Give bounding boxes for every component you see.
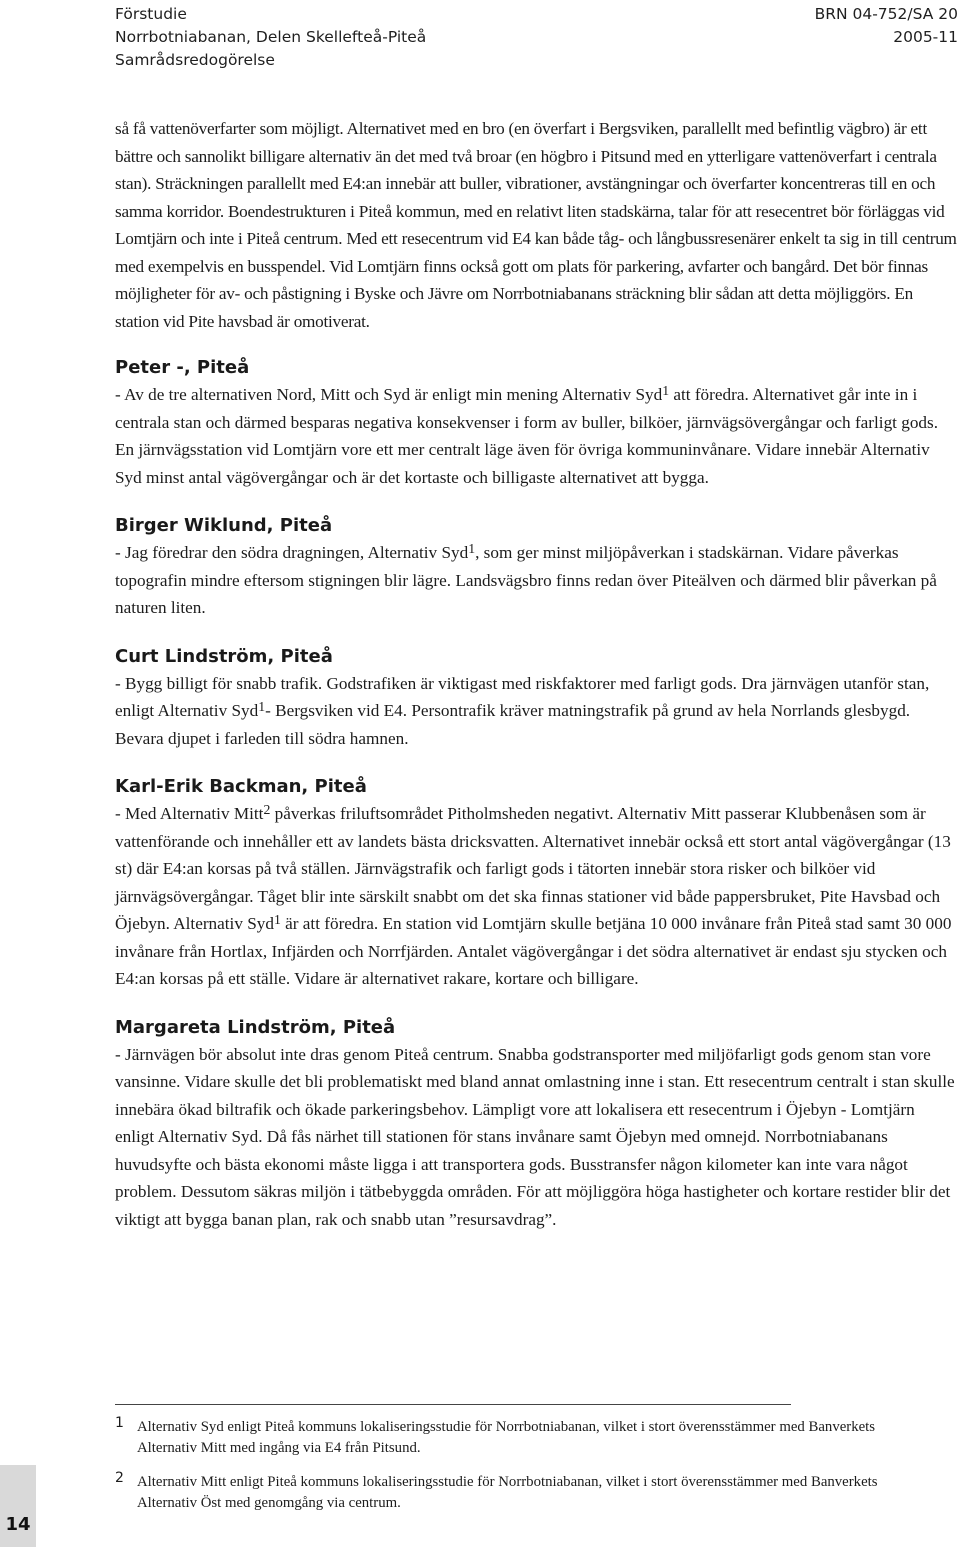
- page-number-tab: [0, 1465, 36, 1547]
- statement-text: - Jag föredrar den södra dragningen, Alternativ Syd$^1$, som ger minst miljöpåverkan i stadskärnan. Vidare påverkas topografin mindre eftersom stigningen blir lägre. Landsvägsbro finns redan över Piteälven och därmed blir påverkan på naturen liten.: [115, 541, 937, 617]
- statement-text: - Järnvägen bör absolut inte dras genom Piteå centrum. Snabba godstransporter med miljöfarligt gods genom stan vore vansinne. Vidare skulle det bli problematiskt med bland annat omlastning inne i stan. Ett resecentrum centralt i stan skulle innebära ökad biltrafik och ökade parkeringsbehov. Lämpligt vore att lokalisera ett resecentrum i Öjebyn - Lomtjärn enligt Alternativ Syd. Då fås närhet till stationen för stans invånare samt Öjebyn med omnejd. Norrbotniabanans huvudsyfte och bästa ekonomi måste ligga i att transportera gods. Busstransfer någon kilometer kan inte vara något problem. Dessutom säkras miljön i tätbebyggda områden. För att möjliggöra höga hastigheter och kortare restider blir det viktigt att bygga banan plan, rak och snabb utan ”resursavdrag”.: [115, 1044, 955, 1229]
- header-document-type: Samrådsredogörelse: [115, 51, 275, 69]
- statement-curt: [115, 644, 958, 753]
- page-header-right: [815, 3, 958, 49]
- statement-heading: Birger Wiklund, Piteå: [115, 515, 333, 536]
- header-reference-number: BRN 04-752/SA 20: [814, 5, 958, 23]
- intro-paragraph: så få vattenöverfarter som möjligt. Alternativet med en bro (en överfart i Bergsviken, parallellt med befintlig vägbro) är ett bättre och sannolikt billigare alternativ än det med två broar (en högbro i Pitsund med en ytterligare vattenöverfart i centrala stan). Sträckningen parallellt med E4:an innebär att buller, vibrationer, avstängningar och överfarter koncentreras till en och samma korridor. Boendestrukturen i Piteå kommun, med en relativt liten stadskärna, talar för att resecentret bör förläggas vid Lomtjärn och inte i Piteå centrum. Med ett resecentrum vid E4 kan både tåg- och långbussresenärer enkelt ta sig in till centrum med exempelvis en busspendel. Vid Lomtjärn finns också gott om plats för parkering, avfarter och bangård. Det bör finnas möjligheter för av- och påstigning i Byske och Jävre om Norrbotniabanans sträckning blir sådan att detta möjliggörs. En station vid Pite havsbad är omotiverat.: [115, 119, 957, 331]
- footnote-number: 1: [115, 1415, 124, 1431]
- footnote-text: Alternativ Syd enligt Piteå kommuns lokaliseringsstudie för Norrbotniabanan, vilket i stort överensstämmer med Banverkets Alternativ Mitt med ingång via E4 från Pitsund.: [137, 1419, 876, 1456]
- statement-karl-erik: [115, 774, 958, 993]
- statement-text: - Bygg billigt för snabb trafik. Godstrafiken är viktigast med riskfaktorer med farligt gods. Dra järnvägen utanför stan, enligt Alternativ Syd$^1$- Bergsviken vid E4. Persontrafik kräver matningstrafik på grund av hela Norrlands glesbygd. Bevara djupet i farleden till södra hamnen.: [115, 673, 930, 748]
- document-body: [115, 115, 958, 1233]
- footnote-2: [115, 1472, 935, 1513]
- footnote-ref: 1: [662, 383, 670, 399]
- header-project-title: Norrbotniabanan, Delen Skellefteå-Piteå: [115, 28, 427, 46]
- footnote-text: Alternativ Mitt enligt Piteå kommuns lokaliseringsstudie för Norrbotniabanan, vilket i stort överensstämmer med Banverkets Alternativ Öst med genomgång via centrum.: [137, 1474, 878, 1511]
- statement-heading: Peter -, Piteå: [115, 357, 250, 378]
- statement-heading: Margareta Lindström, Piteå: [115, 1016, 396, 1038]
- footnote-ref: 1: [468, 541, 476, 557]
- footnote-ref: 1: [258, 699, 266, 715]
- footnote-ref: 1: [273, 912, 281, 928]
- statement-text: - Med Alternativ Mitt$^2$ påverkas friluftsområdet Pitholmsheden negativt. Alternativ Mitt passerar Klubbenåsen som är vattenförande och innehåller ett av landets bästa dricksvatten. Alternativet innebär också ett stort antal vägövergångar (13 st) där E4:an korsas på två ställen. Järnvägstrafik och farligt gods i tätorten innebär stora risker och bilköer vid järnvägsövergångar. Tåget blir inte särskilt snabbt om det ska finnas stationer vid både pappersbruket, Pite Havsbad och Öjebyn. Alternativ Syd$^1$ är att föredra. En station vid Lomtjärn skulle betjäna 10 000 invånare från Piteå stad samt 30 000 invånare från Hortlax, Infjärden och Norrfjärden. Antalet vägövergångar i det södra alternativet är endast sju stycken och E4:an korsas på ett ställe. Vidare är alternativet rakare, kortare och billigare.: [115, 802, 952, 988]
- statement-heading: Curt Lindström, Piteå: [115, 645, 333, 667]
- statement-peter: [115, 355, 958, 491]
- page-header-left: [115, 3, 426, 72]
- statement-birger: [115, 513, 958, 622]
- statement-heading: Karl-Erik Backman, Piteå: [115, 776, 367, 797]
- statement-margareta: [115, 1015, 958, 1234]
- footnote-1: [115, 1417, 935, 1458]
- footnotes: [115, 1404, 935, 1527]
- header-report-type: Förstudie: [115, 5, 187, 23]
- page-number: 14: [5, 1514, 31, 1535]
- footnote-divider: [115, 1404, 791, 1405]
- footnote-number: 2: [115, 1470, 124, 1486]
- footnote-ref: 2: [263, 802, 271, 818]
- header-date: 2005-11: [893, 28, 958, 46]
- statement-text: - Av de tre alternativen Nord, Mitt och Syd är enligt min mening Alternativ Syd$^1$ att föredra. Alternativet går inte in i centrala stan och därmed besparas negativa konsekvenser i form av buller, bilköer, järnvägsövergångar och farligt gods. En järnvägsstation vid Lomtjärn vore ett mer centralt läge även för övriga kommuninvånare. Vidare innebär Alternativ Syd minst antal vägövergångar och är det kortaste och billigaste alternativet att bygga.: [115, 383, 939, 487]
